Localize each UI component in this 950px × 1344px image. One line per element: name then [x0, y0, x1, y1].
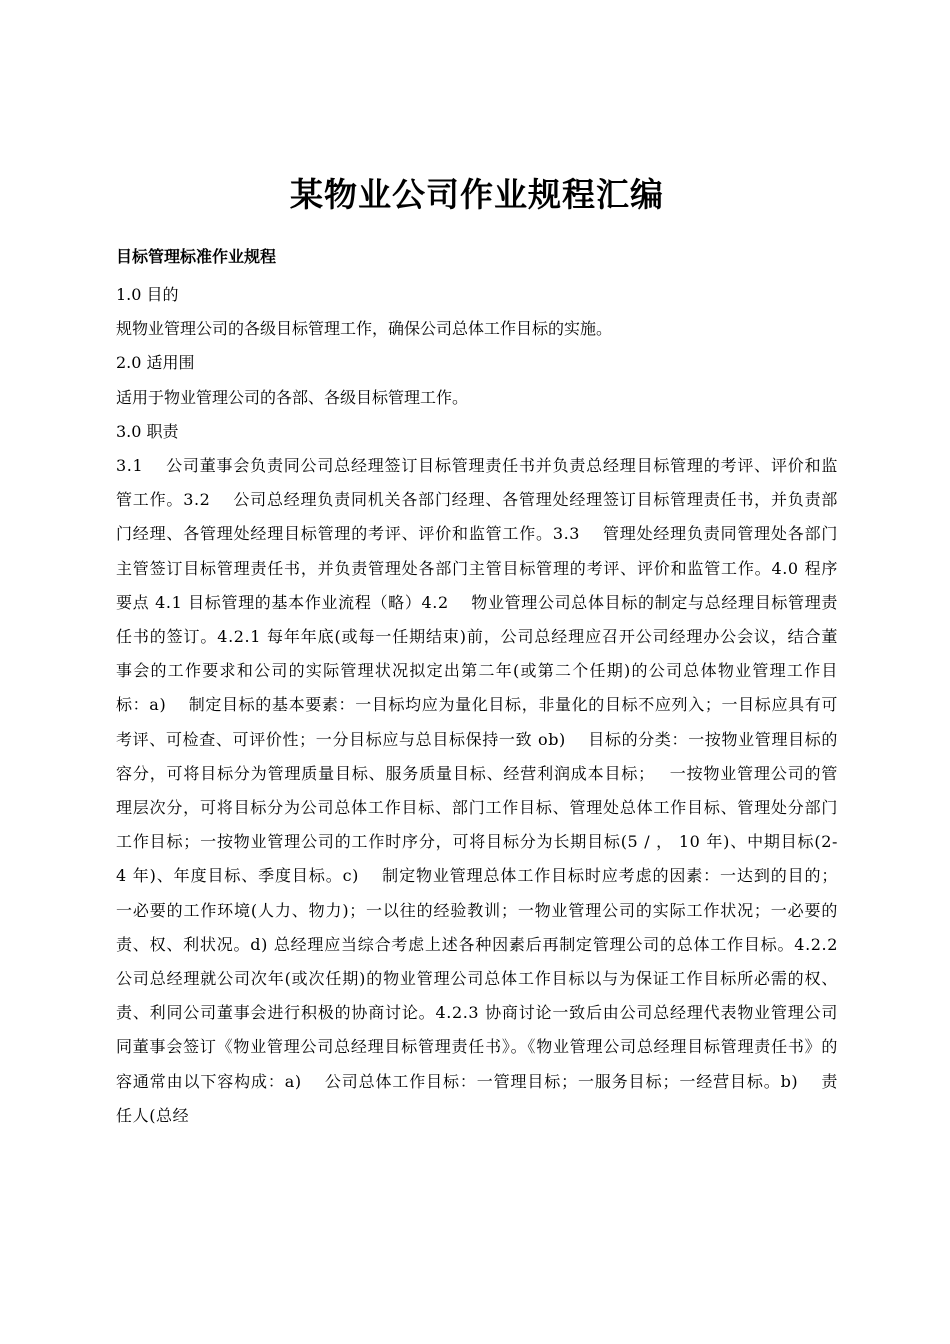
heading-purpose: 1.0 目的: [116, 285, 179, 304]
heading-responsibilities: 3.0 职责: [116, 421, 179, 441]
scope-text: 适用于物业管理公司的各部、各级目标管理工作。: [116, 387, 469, 407]
document-body: [116, 278, 861, 1133]
section-title: 目标管理标准作业规程: [116, 247, 277, 266]
responsibilities-text: 3.1 公司董事会负责同公司总经理签订目标管理责任书并负责总经理目标管理的考评、评价和监管工作。3.2 公司总经理负责同机关各部门经理、各管理处经理签订目标管理责任书，并负责部门经理、各管理处经理目标管理的考评、评价和监管工作。3.3 管理处经理负责同管理处各部门主管签订目标管理责任书，并负责管理处各部门主管目标管理的考评、评价和监管工作。4.0 程序要点 4.1 目标管理的基本作业流程（略）4.2 物业管理公司总体目标的制定与总经理目标管理责任书的签订。4.2.1 每年年底(或每一任期结束)前，公司总经理应召开公司经理办公会议，结合董事会的工作要求和公司的实际管理状况拟定出第二年(或第二个任期)的公司总体物业管理工作目标：a) 制定目标的基本要素：一目标均应为量化目标，非量化的目标不应列入；一目标应具有可考评、可检查、可评价性；一分目标应与总目标保持一致 ob) 目标的分类：一按物业管理目标的容分，可将目标分为管理质量目标、服务质量目标、经营利润成本目标； 一按物业管理公司的管理层次分，可将目标分为公司总体工作目标、部门工作目标、管理处总体工作目标、管理处分部门工作目标；一按物业管理公司的工作时序分，可将目标分为长期目标(5 / ， 10 年)、中期目标(2-4 年)、年度目标、季度目标。c) 制定物业管理总体工作目标时应考虑的因素：一达到的目的；一必要的工作环境(人力、物力)；一以往的经验教训；一物业管理公司的实际工作状况；一必要的责、权、利状况。d) 总经理应当综合考虑上述各种因素后再制定管理公司的总体工作目标。4.2.2 公司总经理就公司次年(或次任期)的物业管理公司总体工作目标以与为保证工作目标所必需的权、责、利同公司董事会进行积极的协商讨论。4.2.3 协商讨论一致后由公司总经理代表物业管理公司同董事会签订《物业管理公司总经理目标管理责任书》。《物业管理公司总经理目标管理责任书》的容通常由以下容构成：a) 公司总体工作目标：一管理目标；一服务目标；一经营目标。b) 责任人(总经: [116, 456, 861, 1125]
purpose-text: 规物业管理公司的各级目标管理工作，确保公司总体工作目标的实施。: [116, 319, 613, 339]
heading-scope: 2.0 适用围: [116, 353, 195, 373]
document-title: 某物业公司作业规程汇编: [290, 175, 664, 214]
